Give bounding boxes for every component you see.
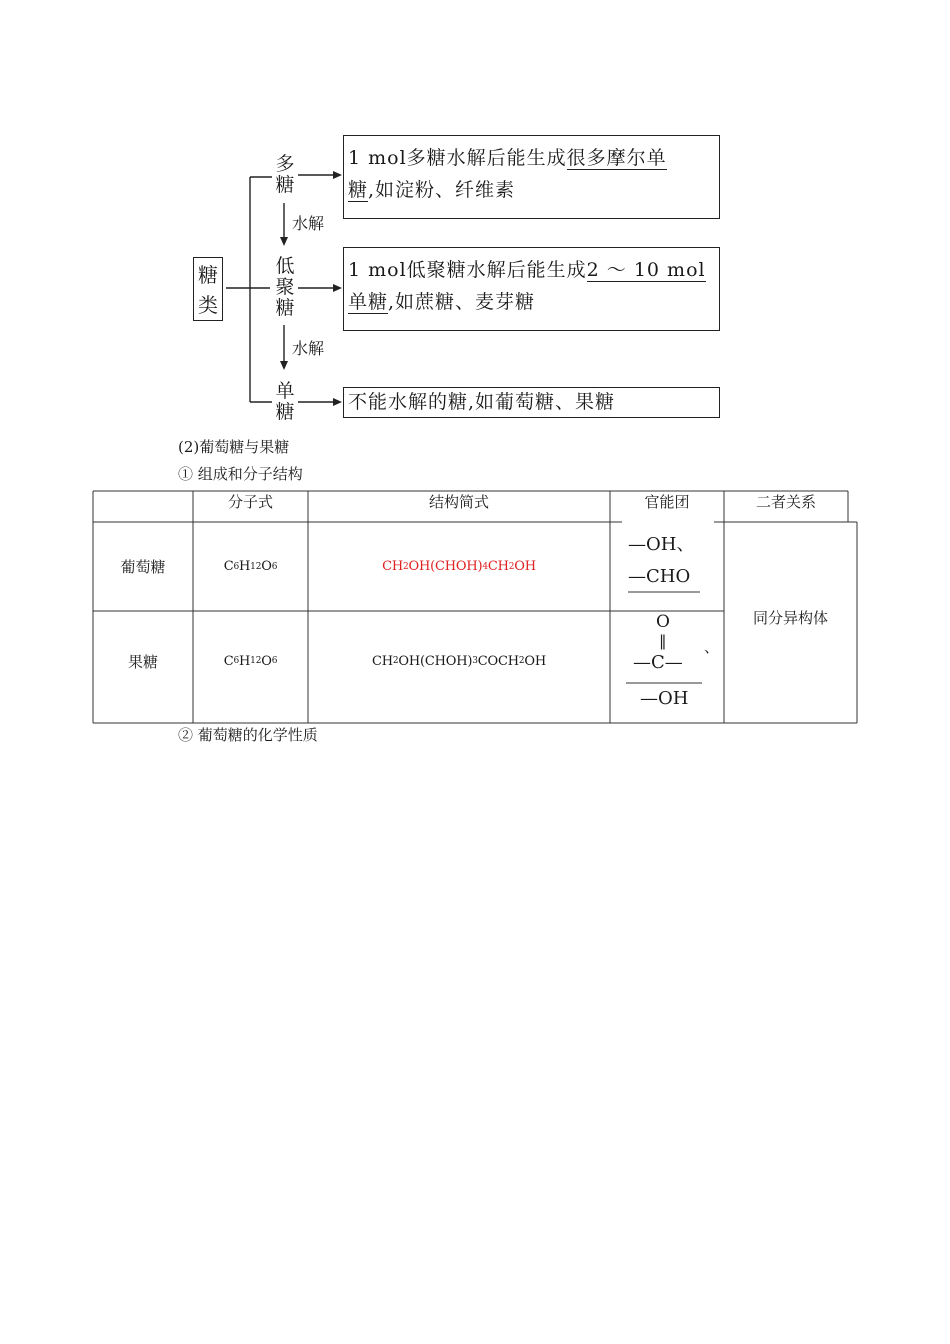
glucose-group-oh: —OH、 xyxy=(628,534,695,555)
row-glucose-name: 葡萄糖 xyxy=(120,558,166,576)
oligo-desc-suffix: ,如蔗糖、麦芽糖 xyxy=(388,291,536,313)
row-glucose-structure: CH 2 OH(CHOH) 4 CH 2 OH xyxy=(382,559,536,574)
oligo-desc-underline2: 单糖 xyxy=(348,291,389,313)
fructose-group-oh: —OH xyxy=(640,688,689,709)
hydrolysis-label-2: 水解 xyxy=(292,339,325,358)
glucose-group-cho: —CHO xyxy=(628,566,691,587)
row-fructose-structure: CH 2 OH(CHOH) 3 COCH 2 OH xyxy=(371,653,546,669)
poly-desc-prefix: 1 mol多糖水解后能生成 xyxy=(348,147,567,169)
label-polysaccharide: 多糖 xyxy=(275,153,295,196)
fructose-carbonyl-c: —C— xyxy=(633,652,683,673)
header-structure: 结构简式 xyxy=(428,492,489,511)
oligo-desc-prefix: 1 mol低聚糖水解后能生成 xyxy=(348,259,587,281)
header-relation: 二者关系 xyxy=(755,492,816,511)
section-composition: ① 组成和分子结构 xyxy=(178,465,303,483)
label-oligosaccharide: 低聚糖 xyxy=(275,255,295,319)
relation-isomer: 同分异构体 xyxy=(752,608,828,627)
section-glucose-fructose: (2)葡萄糖与果糖 xyxy=(178,438,290,456)
fructose-carbonyl-double-bond: ‖ xyxy=(659,632,667,650)
row-glucose-formula: C 6 H 12 O 6 xyxy=(223,559,278,574)
fructose-group-separator: 、 xyxy=(704,638,720,656)
hydrolysis-label-1: 水解 xyxy=(292,214,325,233)
section-chemical-properties: ② 葡萄糖的化学性质 xyxy=(178,726,318,744)
row-fructose-name: 果糖 xyxy=(127,652,158,671)
row-fructose-formula: C 6 H 12 O 6 xyxy=(223,653,278,669)
header-formula: 分子式 xyxy=(227,492,273,511)
root-label: 糖类 xyxy=(198,263,218,317)
poly-desc-underline1: 很多摩尔单 xyxy=(566,147,667,169)
header-functional-group: 官能团 xyxy=(644,492,690,511)
fructose-carbonyl-o: O xyxy=(656,612,670,632)
poly-desc-underline2: 糖 xyxy=(348,179,369,201)
poly-desc-suffix: ,如淀粉、纤维素 xyxy=(368,179,516,201)
label-monosaccharide: 单糖 xyxy=(275,380,295,423)
oligo-desc-underline1: 2 ～ 10 mol xyxy=(586,259,706,281)
monosaccharide-desc: 不能水解的糖,如葡萄糖、果糖 xyxy=(348,391,616,413)
